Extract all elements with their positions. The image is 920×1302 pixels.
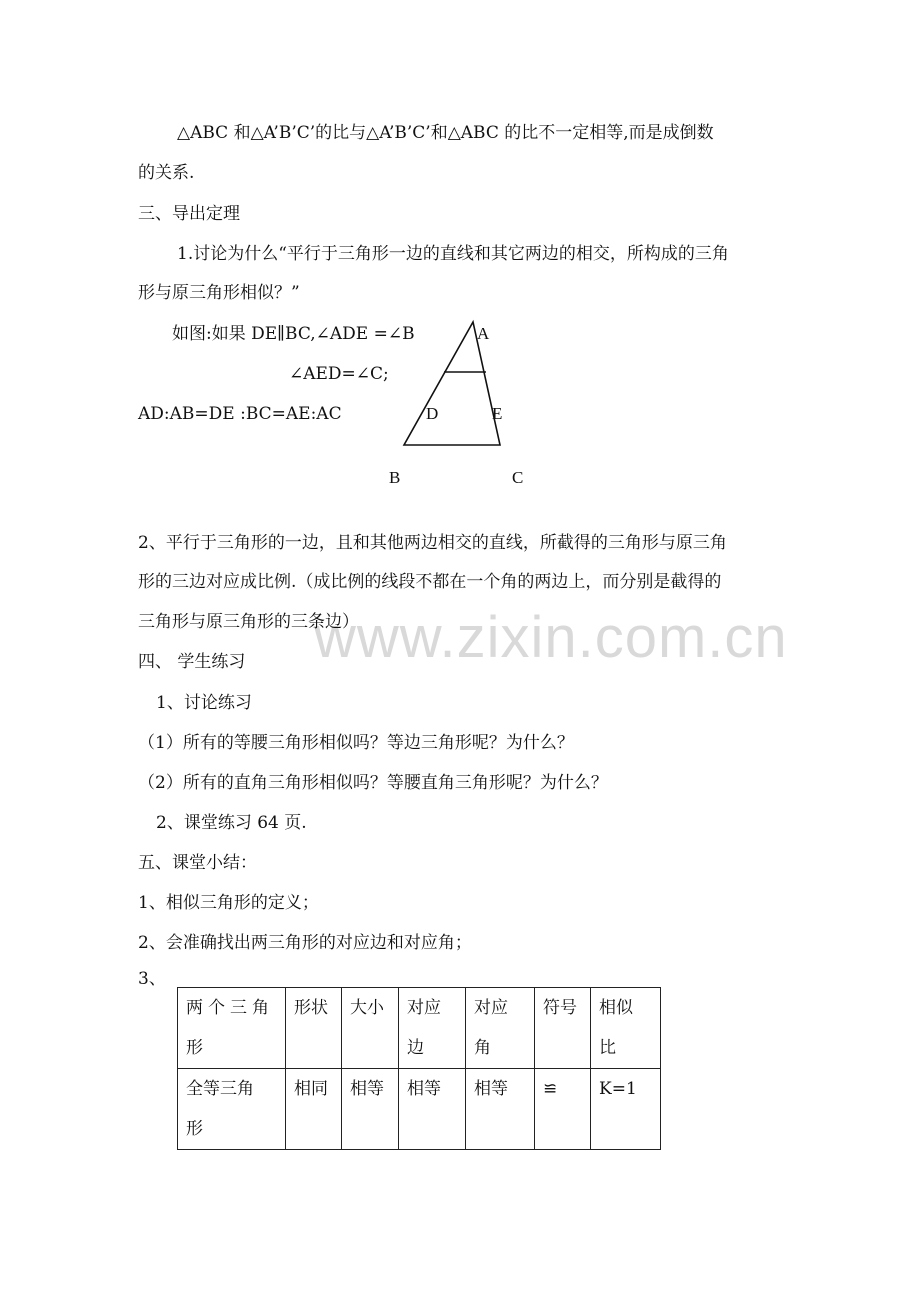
header-cell-corresponding-angles: 对应 角 [466,988,535,1069]
paragraph-ratio-line2: 的关系. [138,163,195,183]
cell-size-value: 相等 [342,1069,399,1150]
cell-congruent: 全等三角 形 [178,1069,286,1150]
vertex-label-b: B [389,468,401,487]
vertex-label-c: C [512,468,524,487]
theorem-line3: 三角形与原三角形的三条边） [138,612,359,632]
comparison-table [177,987,661,1150]
cell-angles-value: 相等 [466,1069,535,1150]
section-3-heading: 三、导出定理 [138,204,240,224]
discussion-line1: 1.讨论为什么“平行于三角形一边的直线和其它两边的相交，所构成的三角 [177,244,729,264]
vertex-label-a: A [477,324,490,343]
discussion-line2: 形与原三角形相似？” [138,283,300,303]
question-1: （1）所有的等腰三角形相似吗？等边三角形呢？为什么？ [138,733,574,753]
header-cell-triangles: 两个三角 形 [178,988,286,1069]
theorem-line2: 形的三边对应成比例.（成比例的线段不都在一个角的两边上，而分别是截得的 [138,572,722,592]
table-row [178,1069,661,1150]
cell-sides-value: 相等 [399,1069,466,1150]
header-cell-shape: 形状 [286,988,342,1069]
cell-shape-value: 相同 [286,1069,342,1150]
paragraph-ratio-line1: △ABC 和△A’B’C’的比与△A’B’C’和△ABC 的比不一定相等,而是成倒数 [177,123,714,143]
figure-text-condition: 如图:如果 DE∥BC,∠ADE =∠B [172,324,415,344]
figure-text-angle: ∠AED=∠C; [289,364,389,384]
classroom-exercise: 2、课堂练习 64 页. [156,813,307,833]
header-cell-corresponding-sides: 对应 边 [399,988,466,1069]
watermark: www.zixin.com.cn [314,605,788,670]
vertex-label-d: D [426,404,439,423]
cell-symbol-value: ≌ [535,1069,591,1150]
header-cell-ratio: 相似 比 [591,988,661,1069]
header-cell-symbol: 符号 [535,988,591,1069]
summary-item-3: 3、 [138,969,166,989]
summary-item-1: 1、相似三角形的定义； [138,893,319,913]
cell-ratio-value: K=1 [591,1069,661,1150]
theorem-line1: 2、平行于三角形的一边，且和其他两边相交的直线，所截得的三角形与原三角 [138,533,727,553]
section-5-heading: 五、课堂小结： [138,853,257,873]
table-header-row [178,988,661,1069]
question-2: （2）所有的直角三角形相似吗？等腰直角三角形呢？为什么？ [138,773,608,793]
figure-text-proportion: AD:AB=DE :BC=AE:AC [138,404,342,424]
summary-item-2: 2、会准确找出两三角形的对应边和对应角； [138,933,472,953]
vertex-label-e: E [492,404,503,423]
section-4-heading: 四、 学生练习 [138,652,246,672]
header-cell-size: 大小 [342,988,399,1069]
practice-discussion: 1、讨论练习 [156,693,252,713]
